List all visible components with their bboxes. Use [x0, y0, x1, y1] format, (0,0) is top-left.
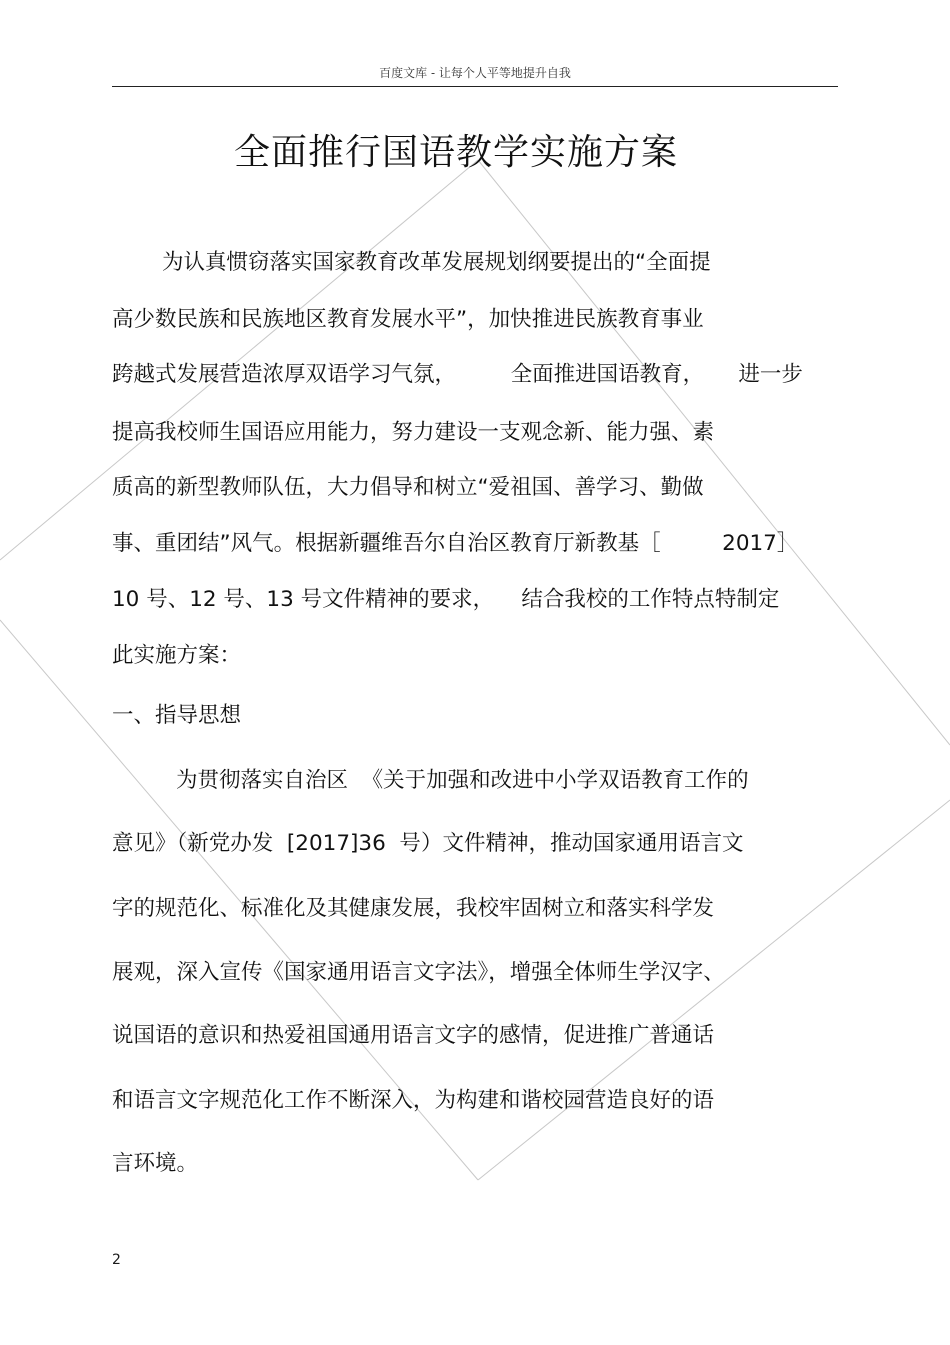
- text-line: 此实施方案：: [112, 643, 242, 668]
- text-line: 展观，深入宣传《国家通用语言文字法》，增强全体师生学汉字、: [112, 960, 725, 985]
- document-title: 全面推行国语教学实施方案: [233, 132, 678, 173]
- header-rule: [112, 86, 838, 87]
- text-line: 字的规范化、标准化及其健康发展，我校牢固树立和落实科学发: [112, 896, 715, 921]
- text-line: 意见》（新党办发 [2017]36 号）文件精神，推动国家通用语言文: [112, 831, 744, 856]
- text-line: 和语言文字规范化工作不断深入，为构建和谐校园营造良好的语: [112, 1088, 715, 1113]
- page-number: 2: [112, 1252, 121, 1268]
- text-line: 说国语的意识和热爱祖国通用语言文字的感情，促进推广普通话: [112, 1023, 715, 1048]
- page-header: 百度文库 - 让每个人平等地提升自我: [379, 66, 571, 80]
- text-line: 提高我校师生国语应用能力，努力建设一支观念新、能力强、素: [112, 420, 715, 445]
- text-line: 质高的新型教师队伍，大力倡导和树立“爱祖国、善学习、勤做: [112, 475, 704, 500]
- text-line: 10 号、12 号、13 号文件精神的要求， 结合我校的工作特点特制定: [112, 587, 780, 612]
- section-heading: 一、指导思想: [112, 703, 242, 728]
- text-line: 为贯彻落实自治区 《关于加强和改进中小学双语教育工作的: [176, 768, 749, 793]
- text-line: 事、重团结”风气。根据新疆维吾尔自治区教育厅新教基［ 2017］: [112, 531, 799, 556]
- text-line: 言环境。: [112, 1151, 199, 1176]
- text-line: 为认真惯窃落实国家教育改革发展规划纲要提出的“全面提: [162, 250, 711, 275]
- text-line: 高少数民族和民族地区教育发展水平”，加快推进民族教育事业: [112, 307, 704, 332]
- text-line: 跨越式发展营造浓厚双语学习气氛， 全面推进国语教育， 进一步: [112, 362, 803, 387]
